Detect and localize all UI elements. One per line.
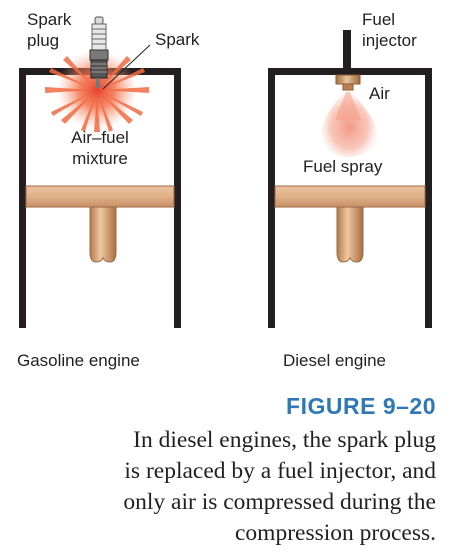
caption-line: is replaced by a fuel injector, and: [124, 458, 436, 484]
caption-line: only air is compressed during the: [123, 489, 436, 515]
piston-icon: [26, 186, 174, 262]
piston-icon: [275, 186, 425, 262]
figure-number: FIGURE 9–20: [286, 393, 436, 419]
spark-label: Spark: [155, 30, 200, 49]
spark-plug-label: Spark plug: [27, 10, 72, 50]
diesel-cylinder-left-wall: [268, 68, 275, 328]
gasoline-engine-label: Gasoline engine: [17, 351, 140, 370]
air-label: Air: [369, 84, 390, 103]
fuel-spray-label: Fuel spray: [303, 157, 383, 176]
fuel-injector-icon: [336, 30, 360, 90]
gasoline-cylinder-right-wall: [174, 68, 181, 328]
caption-line: compression process.: [234, 520, 436, 546]
fuel-injector-label: Fuel injector: [362, 10, 417, 50]
figure-caption: [16, 425, 436, 549]
diesel-engine-label: Diesel engine: [283, 351, 387, 370]
gasoline-cylinder-left-wall: [19, 68, 26, 328]
diesel-cylinder-right-wall: [425, 68, 432, 328]
diesel-cylinder-head: [268, 68, 432, 75]
air-fuel-mixture-label: Air–fuel mixture: [71, 128, 129, 168]
spark-plug-icon: [90, 17, 108, 88]
caption-line: In diesel engines, the spark plug: [133, 427, 436, 453]
